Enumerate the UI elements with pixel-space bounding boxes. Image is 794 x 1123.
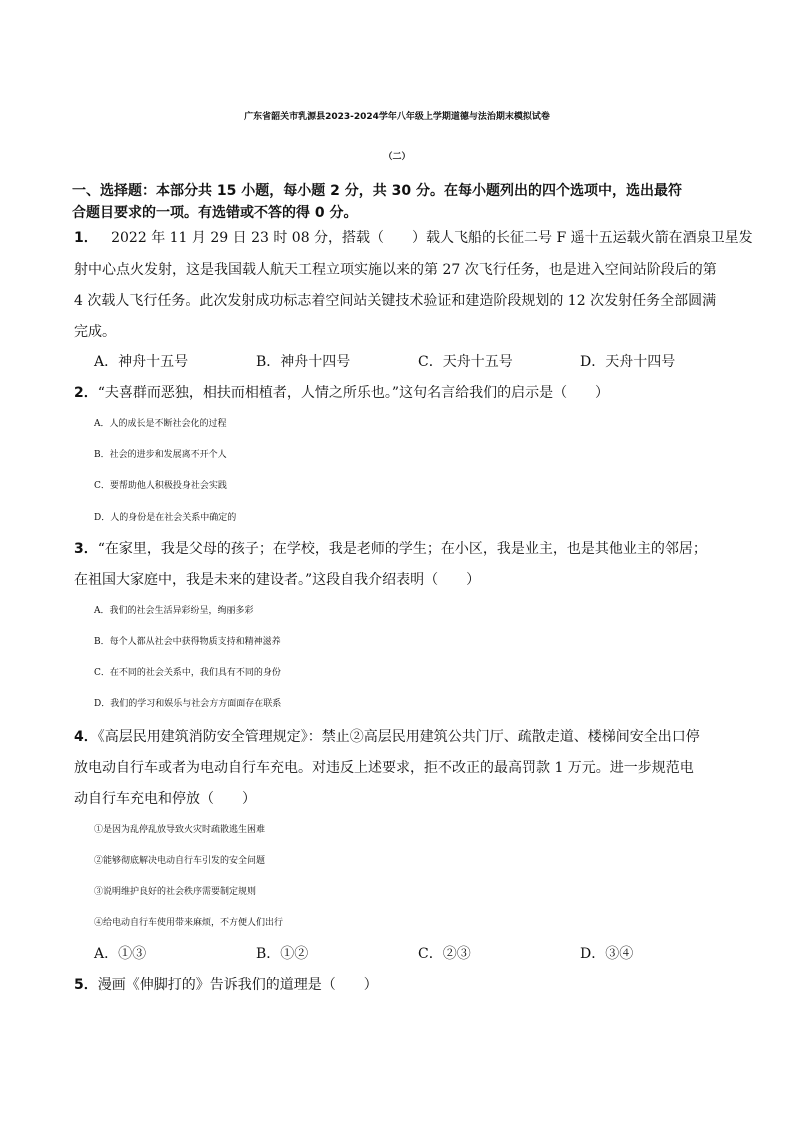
question-3-option-c[interactable]: C．在不同的社会关系中，我们具有不同的身份 [94, 668, 281, 678]
question-1-line3: 4 次载人飞行任务。此次发射成功标志着空间站关键技术验证和建造阶段规划的 12 次发射任务全部圆满 [74, 293, 717, 309]
question-2-option-b[interactable]: B．社会的进步和发展离不开个人 [94, 450, 227, 460]
question-2-option-a[interactable]: A．人的成长是不断社会化的过程 [94, 419, 227, 429]
question-4-statement-3: ③说明维护良好的社会秩序需要制定规则 [94, 887, 257, 897]
question-1-line2: 射中心点火发射，这是我国载人航天工程立项实施以来的第 27 次飞行任务，也是进入空间站阶段后的第 [74, 262, 717, 278]
question-2-option-c[interactable]: C．要帮助他人积极投身社会实践 [94, 481, 227, 491]
question-2-option-d[interactable]: D．人的身份是在社会关系中确定的 [94, 513, 237, 523]
question-text: “夫喜群而恶独，相扶而相植者，人情之所乐也。”这句名言给我们的启示是（ ） [97, 385, 610, 401]
option-a[interactable]: A．①③ [94, 946, 147, 962]
question-number: 1． [74, 230, 98, 246]
question-number: 5． [74, 977, 98, 993]
question-4-line3: 动自行车充电和停放（ ） [74, 791, 256, 807]
question-number: 4． [74, 729, 98, 745]
question-3-option-a[interactable]: A．我们的社会生活异彩纷呈，绚丽多彩 [94, 606, 254, 616]
question-4-line1 [74, 727, 774, 747]
section-heading-line1: 一、选择题：本部分共 15 小题，每小题 2 分，共 30 分。在每小题列出的四个选项中，选出最符 [72, 183, 682, 199]
question-1-line1 [74, 228, 774, 248]
question-4-line2: 放电动自行车或者为电动自行车充电。对违反上述要求，拒不改正的最高罚款 1 万元。进一步规范电 [74, 760, 694, 776]
question-4-statement-4: ④给电动自行车使用带来麻烦，不方便人们出行 [94, 918, 284, 928]
question-1-line4: 完成。 [74, 324, 116, 340]
option-b[interactable]: B．神舟十四号 [256, 354, 351, 370]
exam-subtitle: （二） [383, 152, 411, 162]
question-2-line1 [74, 383, 774, 403]
question-text: “在家里，我是父母的孩子；在学校，我是老师的学生；在小区，我是业主，也是其他业主的邻居； [97, 541, 707, 557]
option-a[interactable]: A．神舟十五号 [94, 354, 189, 370]
question-4-statement-1: ①是因为乱停乱放导致火灾时疏散逃生困难 [94, 825, 266, 835]
question-3-line1 [74, 539, 774, 559]
question-text: 2022 年 11 月 29 日 23 时 08 分，搭载（ ）载人飞船的长征二号 F 遥十五运载火箭在酒泉卫星发 [111, 230, 753, 246]
question-5-line1 [74, 975, 774, 995]
question-text: 《高层民用建筑消防安全管理规定》：禁止②高层民用建筑公共门厅、疏散走道、楼梯间安全出口停 [97, 729, 700, 745]
section-heading-line2: 合题目要求的一项。有选错或不答的得 0 分。 [72, 205, 358, 221]
question-3-option-b[interactable]: B．每个人都从社会中获得物质支持和精神滋养 [94, 637, 281, 647]
question-number: 3． [74, 541, 98, 557]
option-c[interactable]: C．天舟十五号 [418, 354, 513, 370]
question-4-statement-2: ②能够彻底解决电动自行车引发的安全问题 [94, 856, 266, 866]
exam-title: 广东省韶关市乳源县2023-2024学年八年级上学期道德与法治期末模拟试卷 [244, 112, 550, 122]
question-3-line2: 在祖国大家庭中，我是未来的建设者。”这段自我介绍表明（ ） [74, 572, 481, 588]
option-d[interactable]: D．③④ [580, 946, 634, 962]
option-c[interactable]: C．②③ [418, 946, 471, 962]
option-d[interactable]: D．天舟十四号 [580, 354, 676, 370]
question-text: 漫画《伸脚打的》告诉我们的道理是（ ） [97, 977, 378, 993]
question-3-option-d[interactable]: D．我们的学习和娱乐与社会方方面面存在联系 [94, 699, 282, 709]
option-b[interactable]: B．①② [256, 946, 309, 962]
question-number: 2． [74, 385, 98, 401]
